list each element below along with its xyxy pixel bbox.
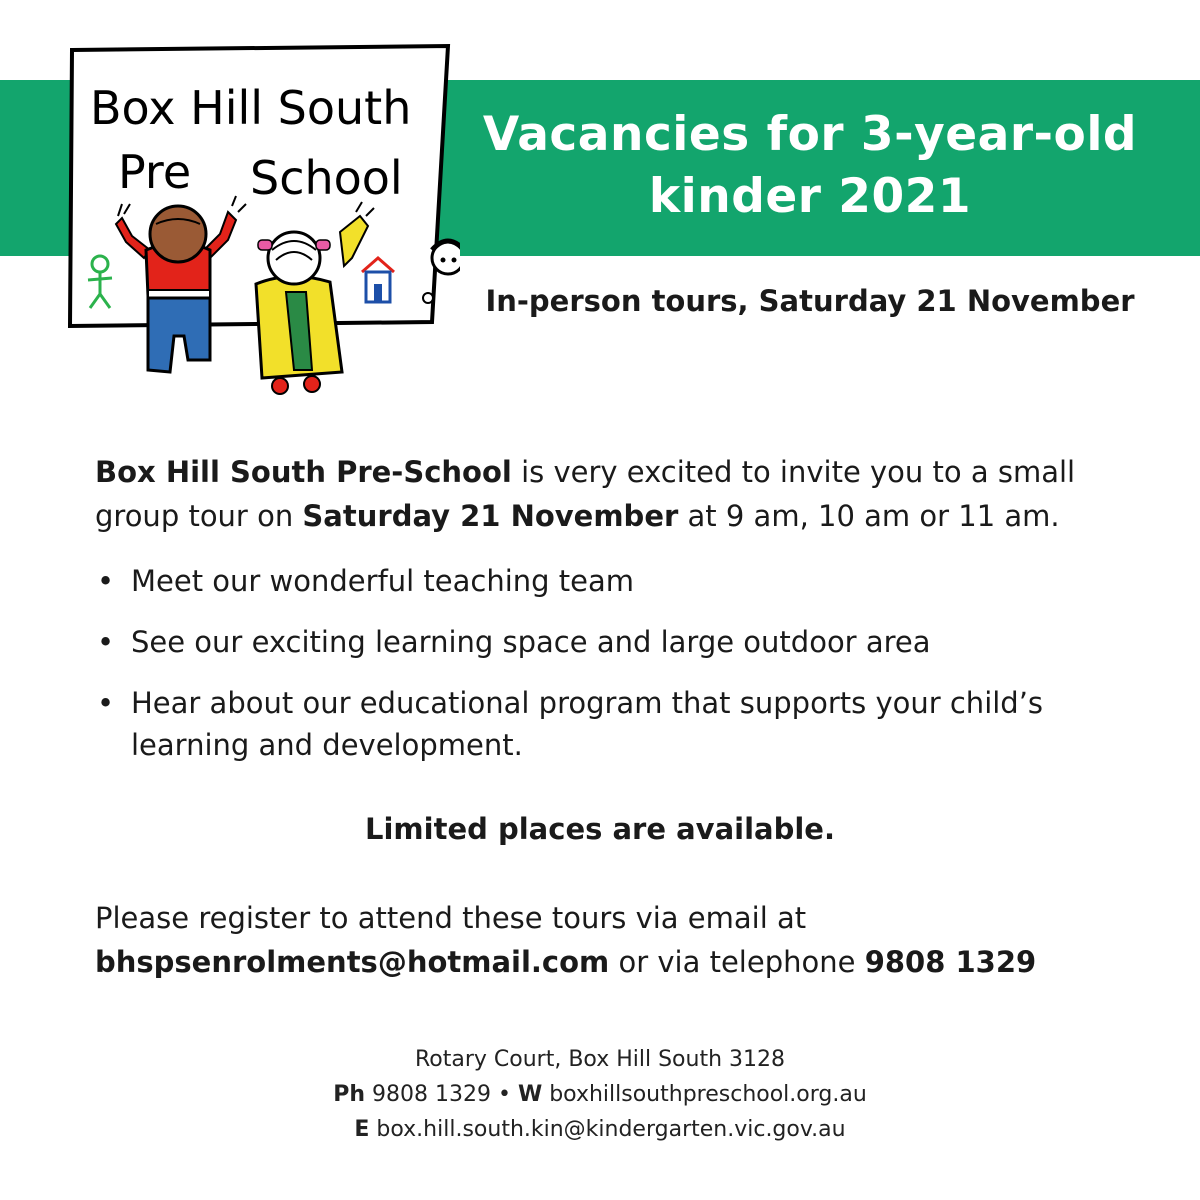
list-item <box>95 621 1155 663</box>
tour-date: Saturday 21 November <box>302 499 679 533</box>
register-paragraph <box>95 896 1155 984</box>
bullet-icon: • <box>97 625 115 659</box>
footer-phone-web <box>0 1077 1200 1112</box>
intro-text-1: is very excited to invite you to a small group tour on <box>95 455 1076 533</box>
list-item-text: See our exciting learning space and large outdoor area <box>131 625 931 659</box>
enrolment-email-link[interactable]: bhspsenrolments@hotmail.com <box>95 945 610 979</box>
enrolment-phone[interactable]: 9808 1329 <box>864 945 1037 979</box>
bullet-icon: • <box>97 686 115 720</box>
page-title <box>440 104 1180 228</box>
logo-text-school: School <box>250 151 403 205</box>
logo-text-pre: Pre <box>118 145 192 199</box>
title-line-2: kinder 2021 <box>648 169 972 224</box>
email-label: E <box>354 1117 370 1142</box>
bullet-icon: • <box>97 564 115 598</box>
phone-label: Ph <box>333 1082 365 1107</box>
website-link[interactable]: boxhillsouthpreschool.org.au <box>542 1082 867 1107</box>
feature-list <box>95 560 1155 785</box>
list-item-text: Meet our wonderful teaching team <box>131 564 635 598</box>
org-name: Box Hill South Pre-School <box>95 455 512 489</box>
register-text-1: Please register to attend these tours via email at <box>95 901 807 935</box>
phone-value: 9808 1329 • <box>365 1082 518 1107</box>
intro-paragraph <box>95 450 1155 538</box>
intro-text-2: at 9 am, 10 am or 11 am. <box>678 499 1060 533</box>
preschool-logo <box>60 36 460 406</box>
list-item-text: Hear about our educational program that supports your child’s learning and development. <box>131 686 1044 762</box>
contact-email-link[interactable]: box.hill.south.kin@kindergarten.vic.gov.au <box>369 1117 846 1142</box>
list-item <box>95 682 1155 766</box>
title-line-1: Vacancies for 3-year-old <box>482 107 1138 162</box>
tour-date-subtitle: In-person tours, Saturday 21 November <box>485 284 1135 318</box>
register-text-2: or via telephone <box>609 945 865 979</box>
web-label: W <box>517 1082 543 1107</box>
list-item <box>95 560 1155 602</box>
contact-footer <box>0 1042 1200 1147</box>
footer-email <box>0 1112 1200 1147</box>
footer-address: Rotary Court, Box Hill South 3128 <box>414 1047 786 1072</box>
limited-places-notice: Limited places are available. <box>365 812 835 846</box>
logo-text-line1: Box Hill South <box>90 81 412 135</box>
